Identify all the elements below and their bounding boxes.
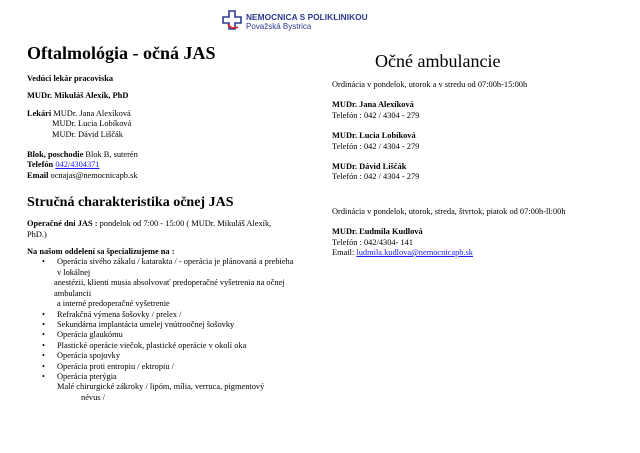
list-item-cont: v lokálnej [57,267,91,277]
block-label: Blok, poschodie [27,150,84,160]
op-days-label: Operačné dni JAS : [27,219,98,229]
op-days-line [27,219,317,229]
block-value: Blok B, suterén [85,150,138,160]
amb2-email-line [332,248,632,258]
section-title: Stručná charakteristika očnej JAS [27,195,234,211]
hospital-cross-icon [222,10,242,34]
amb2-doctor-phone: Telefón : 042/4304- 141 [332,237,414,247]
ambulance-title: Očné ambulancie [375,51,501,71]
hours-2: Ordinácia v pondelok, utorok, streda, štvrtok, piatok od 07:00h-ll:00h [332,206,566,216]
list-item: • Operácia spojovky [27,351,317,361]
spec-label: Na našom oddelení sa špecializujeme na : [27,247,175,257]
amb-doctor-phone: Telefón : 042 / 4304 - 279 [332,141,420,151]
amb2-doctor-name: MUDr. Ľudmila Kudlová [332,227,423,237]
amb-doctor-name: MUDr. Dávid Liščák [332,162,407,172]
list-item-cont: ambulancii [54,288,92,298]
block-line [27,150,317,160]
phone-label: Telefón [27,160,54,170]
doctor-1: MUDr. Jana Alexíková [53,108,131,118]
list-item: • Operácia sivého zákalu / katarakta / - operácia je plánovaná a prebieha [27,257,317,267]
list-item-cont: anestézii, klienti musia absolvovať predoperačné vyšetrenia na očnej [54,278,285,288]
logo-line2: Považská Bystrica [246,22,312,31]
amb-doctor-phone: Telefón : 042 / 4304 - 279 [332,172,420,182]
list-item: • Operácia glaukómu [27,330,317,340]
amb2-email-link[interactable]: ludmila.kudlova@nemocnicapb.sk [356,248,473,258]
amb-doctor-name: MUDr. Jana Alexíková [332,100,414,110]
head-label: Vedúci lekár pracoviska [27,74,114,83]
right-column [332,50,632,258]
doctor-3: MUDr. Dávid Liščák [52,129,123,139]
logo-line1: NEMOCNICA S POLIKLINIKOU [246,12,368,22]
head-name: MUDr. Mikuláš Alexík, PhD [27,91,129,101]
amb-doctor-name: MUDr. Lucia Lobíková [332,131,416,141]
phone-link[interactable]: 042/4304371 [55,160,100,170]
email-label: Email [27,170,49,180]
list-item-cont: névus / [81,392,105,402]
doctors-block [27,109,317,119]
amb2-email-label: Email: [332,248,355,258]
doctor-2: MUDr. Lucia Lobíková [52,119,132,129]
list-item: • Refrakčná výmena šošovky / prelex / [27,310,317,320]
list-item: • Operácia pterýgia [27,372,317,382]
list-item: • Sekundárna implantácia umelej vnútroočnej šošovky [27,320,317,330]
email-line [27,171,317,181]
amb-doctor-phone: Telefón : 042 / 4304 - 279 [332,110,420,120]
specialization-list-rest [27,310,317,383]
list-item: • Operácia proti entropiu / ektropiu / [27,362,317,372]
op-days-value: pondelok od 7:00 - 15:00 ( MUDr. Mikuláš Alexík, [99,219,272,229]
hospital-logo [222,10,368,34]
list-item-cont: Malé chirurgické zákroky / lipóm, mília, verruca, pigmentový [57,382,265,392]
email-value: ocnajas@nemocnicapb.sk [50,170,138,180]
phone-line [27,160,317,170]
page-title: Oftalmológia - očná JAS [27,43,216,63]
op-days-value-2: PhD.) [27,229,47,239]
doctors-label: Lekári [27,108,52,118]
left-column [27,42,317,403]
list-item-cont: a interné predoperačné vyšetrenie [57,299,170,309]
specialization-list [27,257,317,267]
list-item: • Plastické operácie viečok, plastické operácie v okolí oka [27,341,317,351]
hours-1: Ordinácia v pondelok, utorok a v stredu od 07:00h-15:00h [332,80,528,89]
